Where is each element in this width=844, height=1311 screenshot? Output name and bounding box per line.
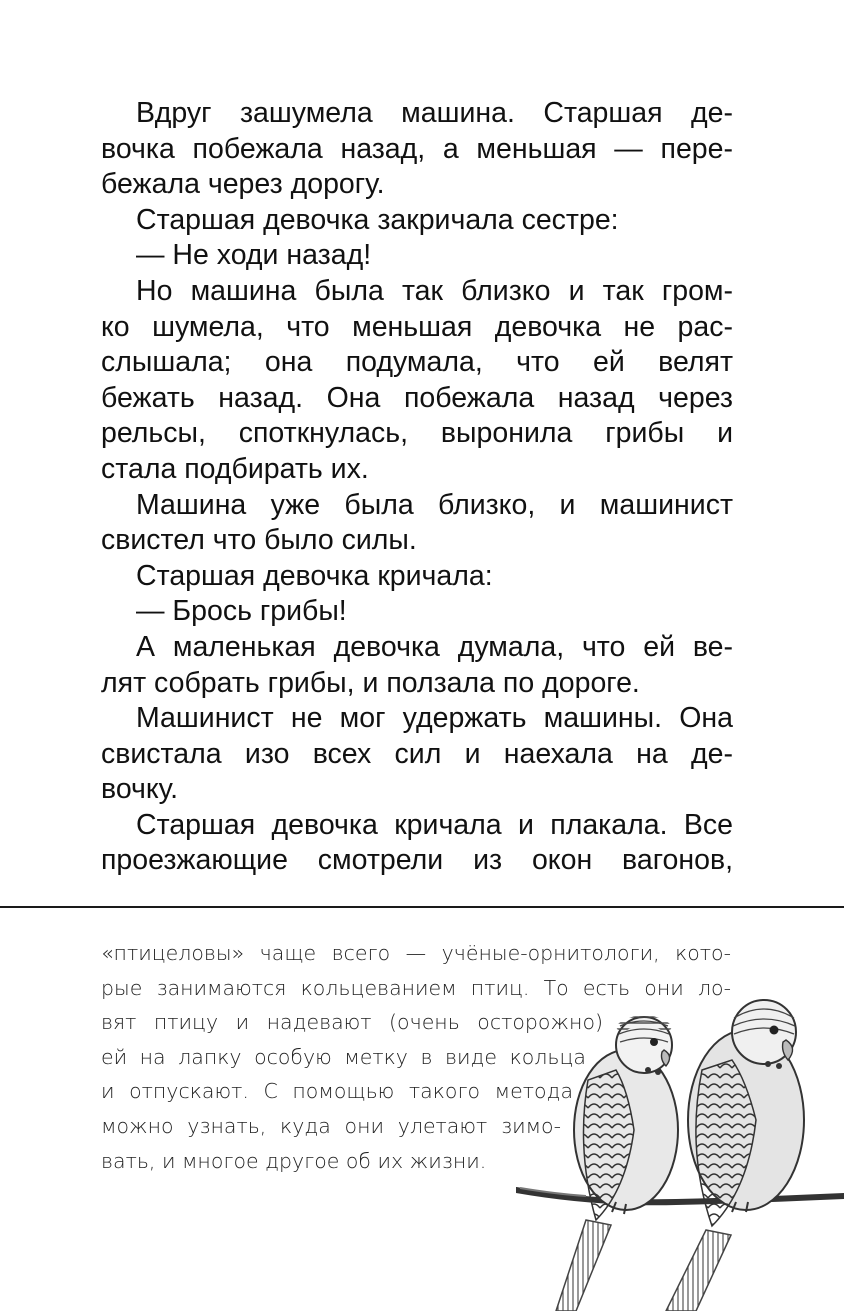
story-line: — Не ходи назад! xyxy=(136,239,372,272)
story-line: свистел что было силы. xyxy=(101,524,417,557)
bird-left-icon xyxy=(556,1017,678,1311)
story-line: Машина уже была близко, и машинист xyxy=(136,488,733,521)
story-line: ко шумела, что меньшая девочка не рас- xyxy=(101,310,733,343)
story-line: — Брось грибы! xyxy=(136,595,347,628)
footnote-line: и отпускают. С помощью такого метода xyxy=(101,1079,573,1104)
bird-right-icon xyxy=(666,1000,804,1311)
footnote-line: ей на лапку особую метку в виде кольца xyxy=(101,1044,586,1069)
story-line: Машинист не мог удержать машины. Она xyxy=(136,702,733,735)
story-line: свистала изо всех сил и наехала на де- xyxy=(101,737,733,770)
story-line: Но машина была так близко и так гром- xyxy=(136,274,733,307)
story-line: слышала; она подумала, что ей велят xyxy=(101,346,733,379)
footnote-line: рые занимаются кольцеванием птиц. То есть они ло- xyxy=(101,975,731,1000)
story-line: проезжающие смотрели из окон вагонов, xyxy=(101,844,733,877)
story-text xyxy=(101,96,733,879)
story-line: Старшая девочка кричала: xyxy=(136,559,493,592)
story-line: рельсы, споткнулась, выронила грибы и xyxy=(101,417,733,450)
budgerigars-illustration xyxy=(516,990,844,1311)
footnote-line: можно узнать, куда они улетают зимо- xyxy=(101,1113,561,1138)
story-line: Старшая девочка кричала и плакала. Все xyxy=(136,808,733,841)
story-line: лят собрать грибы, и ползала по дороге. xyxy=(101,666,640,699)
story-line: бежать назад. Она побежала назад через xyxy=(101,381,733,414)
footnote-line: «птицеловы» чаще всего — учёные-орнитологи, кото- xyxy=(101,941,731,965)
story-line: вочка побежала назад, а меньшая — пере- xyxy=(101,132,733,165)
footnote-line: вят птицу и надевают (очень осторожно) xyxy=(101,1010,603,1035)
story-line: Старшая девочка закричала сестре: xyxy=(136,203,619,236)
story-line: Вдруг зашумела машина. Старшая де- xyxy=(136,97,733,129)
footnote-line: вать, и многое другое об их жизни. xyxy=(101,1148,487,1173)
story-line: вочку. xyxy=(101,773,178,806)
story-line: бежала через дорогу. xyxy=(101,168,385,201)
story-line: А маленькая девочка думала, что ей ве- xyxy=(136,630,733,663)
section-divider xyxy=(0,906,844,908)
story-line: стала подбирать их. xyxy=(101,452,369,485)
